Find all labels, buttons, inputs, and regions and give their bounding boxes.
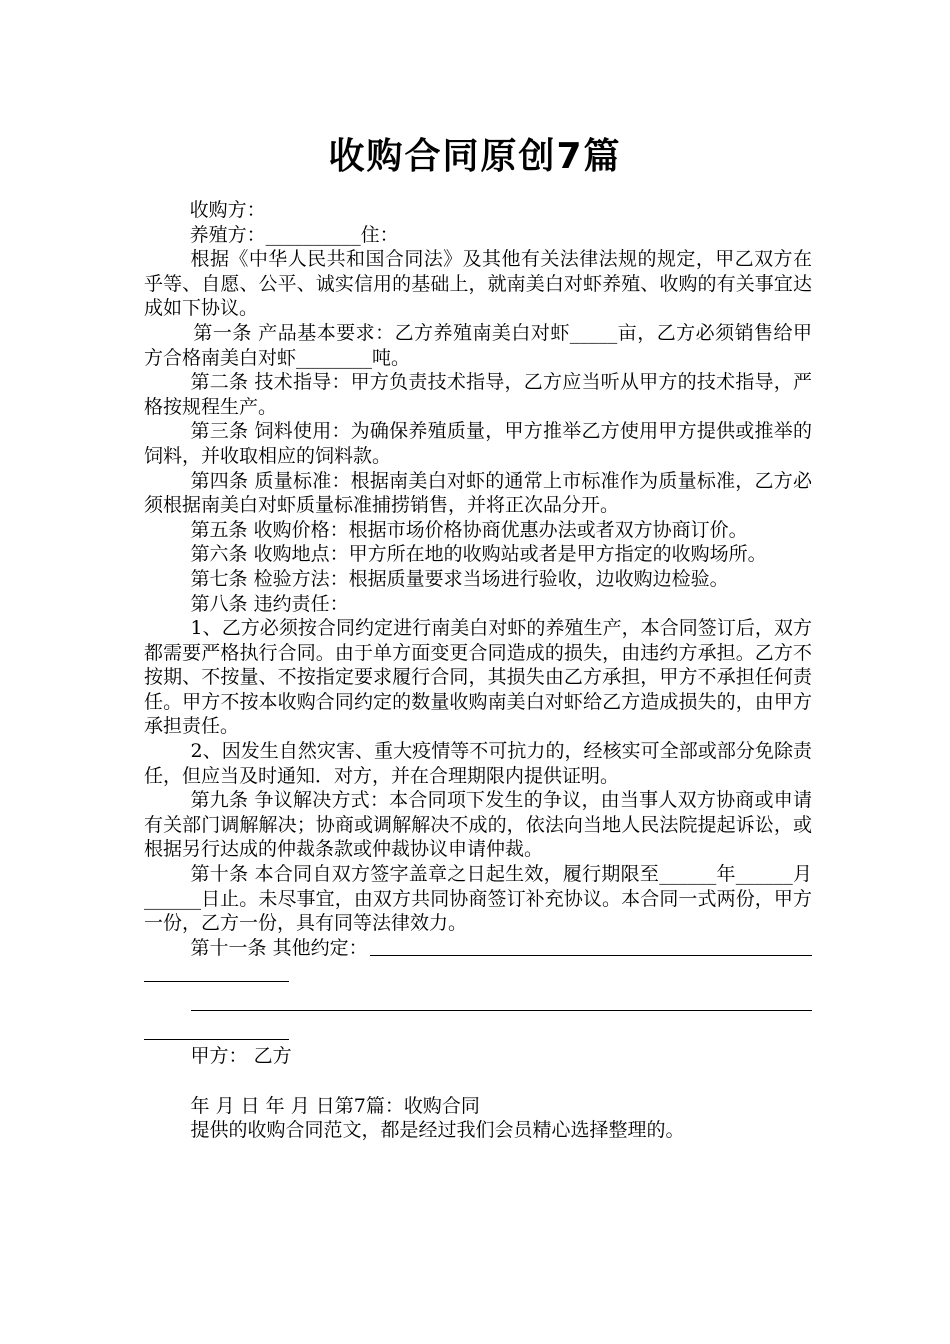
fill-line [370,955,812,956]
article-4: 第四条 质量标准：根据南美白对虾的通常上市标准作为质量标准，乙方必须根据南美白对虾质量标准捕捞销售，并将正次品分开。 [144,469,812,517]
document-body [144,198,812,1143]
fill-line [144,981,289,982]
article-9: 第九条 争议解决方式：本合同项下发生的争议，由当事人双方协商或申请有关部门调解解决；协商或调解解决不成的，依法向当地人民法院提起诉讼，或根据另行达成的仲裁条款或仲裁协议申请仲裁。 [144,789,812,861]
buyer-line: 收购方： [189,199,266,221]
article-10: 第十条 本合同自双方签字盖章之日起生效，履行期限至______年______月______日止。未尽事宜，由双方共同协商签订补充协议。本合同一式两份，甲方一份，乙方一份，具有同等法律效力。 [144,863,812,935]
article-8-clause-1: 1、乙方必须按合同约定进行南美白对虾的养殖生产，本合同签订后，双方都需要严格执行合同。由于单方面变更合同造成的损失，由违约方承担。乙方不按期、不按量、不按指定要求履行合同，其损失由乙方承担，甲方不承担任何责任。甲方不按本收购合同约定的数量收购南美白对虾给乙方造成损失的，由甲方承担责任。 [144,617,812,738]
spacer [144,1069,812,1094]
fill-line [144,1039,289,1040]
article-6: 第六条 收购地点：甲方所在地的收购站或者是甲方指定的收购场所。 [190,543,767,566]
article-5: 第五条 收购价格：根据市场价格协商优惠办法或者双方协商订价。 [190,518,748,541]
article-8-heading: 第八条 违约责任： [190,592,349,615]
preamble-paragraph: 根据《中华人民共和国合同法》及其他有关法律法规的规定，甲乙双方在乎等、自愿、公平、诚实信用的基础上，就南美白对虾养殖、收购的有关事宜达成如下协议。 [144,248,812,320]
farmer-line: 养殖方：__________住： [189,223,399,246]
signature-line: 甲方： 乙方 [190,1045,292,1068]
article-11: 第十一条 其他约定： [190,936,368,959]
article-3: 第三条 饲料使用：为确保养殖质量，甲方推举乙方使用甲方提供或推举的饲料，并收取相应的饲料款。 [144,420,812,467]
article-11-row [144,936,812,961]
article-7: 第七条 检验方法：根据质量要求当场进行验收，边收购边检验。 [190,567,729,590]
article-1: 第一条 产品基本要求：乙方养殖南美白对虾_____亩，乙方必须销售给甲方合格南美白对虾________吨。 [144,321,812,369]
article-2: 第二条 技术指导：甲方负责技术指导，乙方应当听从甲方的技术指导，严格按规程生产。 [144,371,812,418]
closing-line: 提供的收购合同范文，都是经过我们会员精心选择整理的。 [190,1119,685,1142]
date-line: 年 月 日 年 月 日第7篇：收购合同 [190,1094,480,1117]
document-title: 收购合同原创7篇 [328,136,622,177]
article-8-clause-2: 2、因发生自然灾害、重大疫情等不可抗力的，经核实可全部或部分免除责任，但应当及时通知．对方，并在合理期限内提供证明。 [144,740,812,787]
fill-line [191,1010,812,1011]
